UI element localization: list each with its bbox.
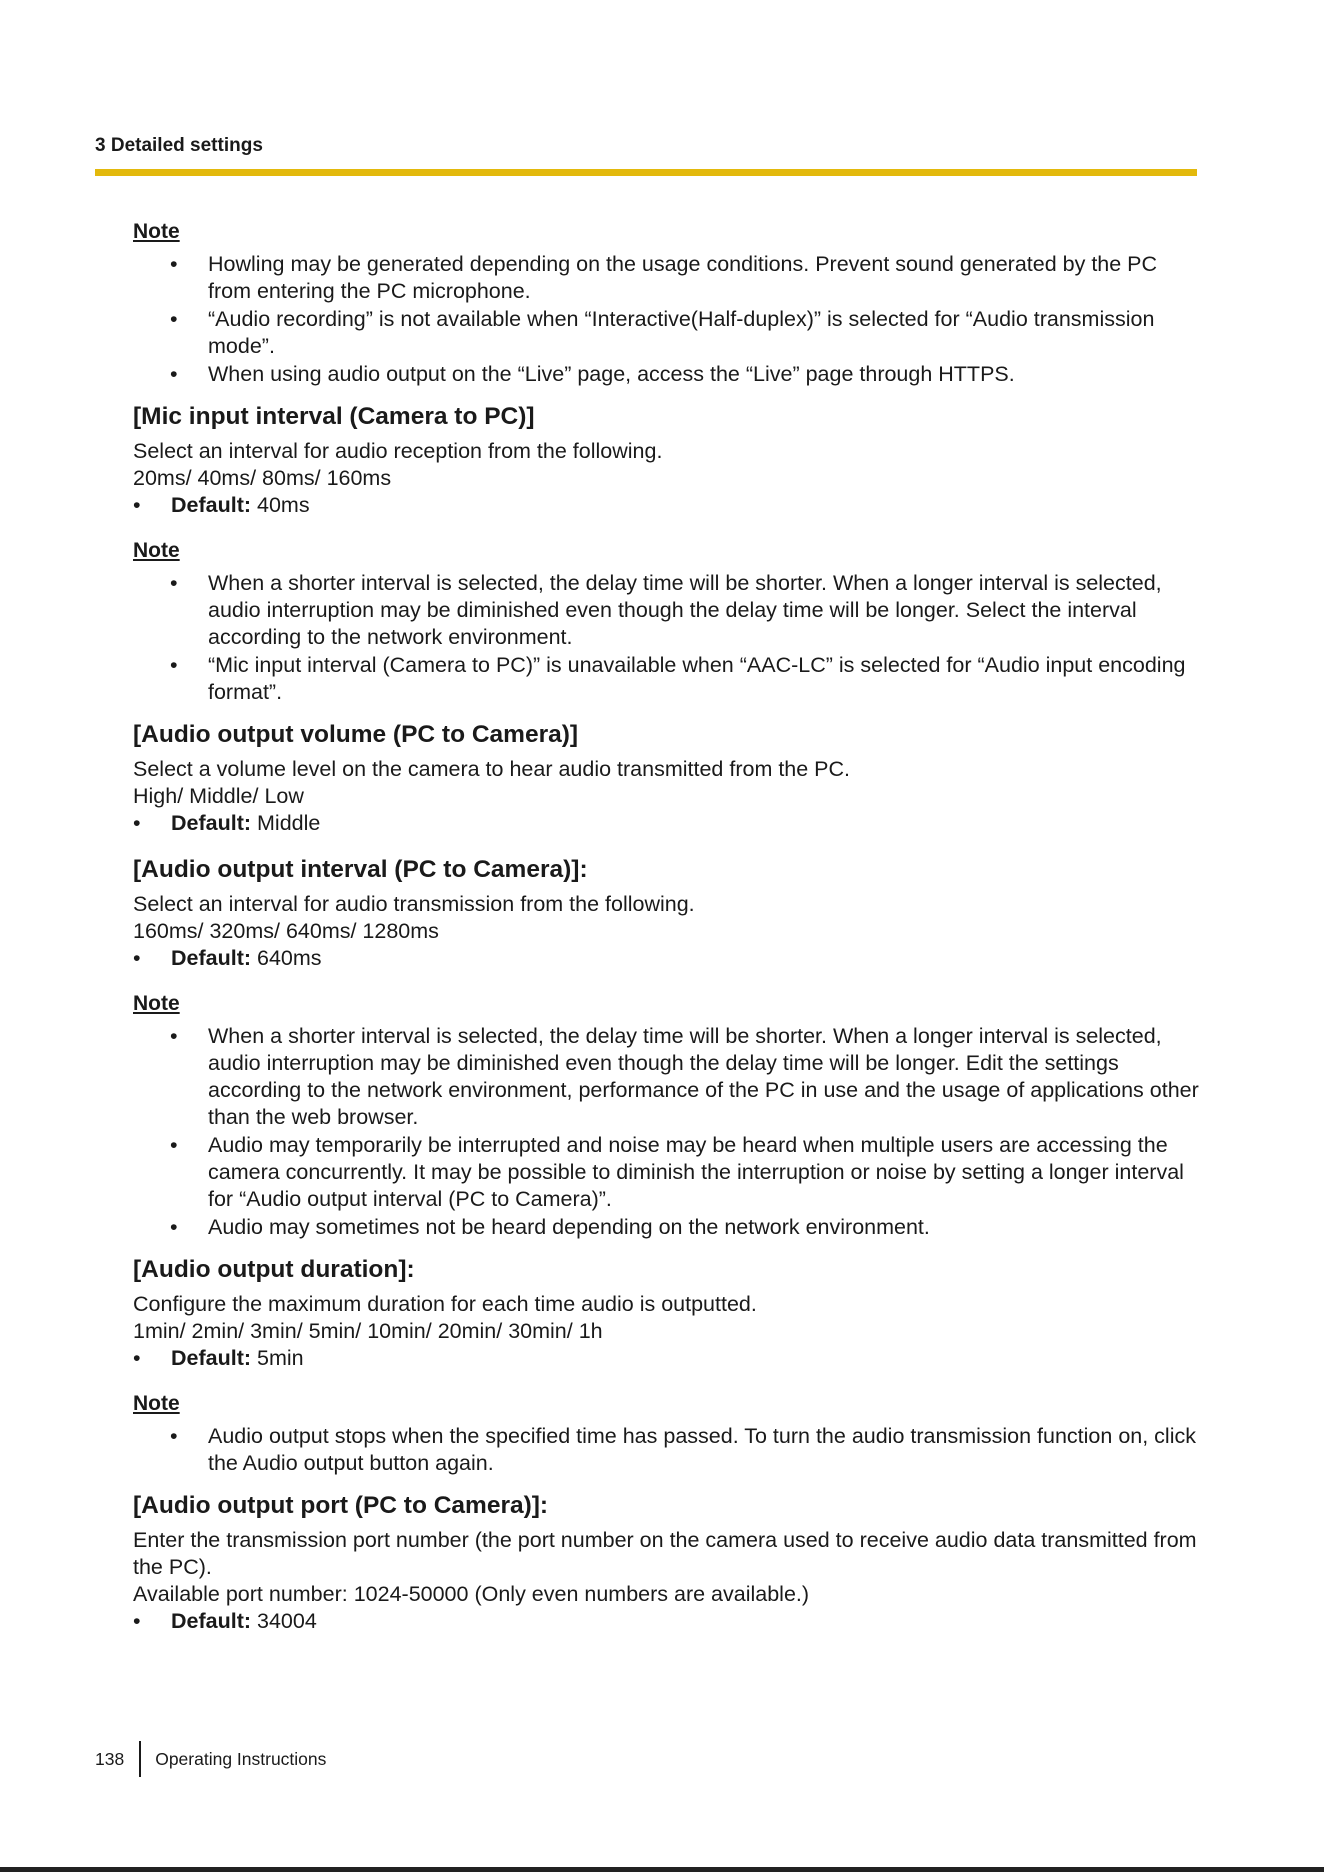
section-heading: [Audio output interval (PC to Camera)]: (133, 856, 588, 883)
note-label: Note (133, 220, 180, 243)
note-label: Note (133, 1392, 180, 1415)
page-content (133, 218, 1199, 1653)
section-heading: [Audio output port (PC to Camera)]: (133, 1492, 549, 1519)
section-heading: [Audio output duration]: (133, 1256, 415, 1283)
default-value: 34004 (257, 1609, 317, 1633)
setting-default (133, 1608, 1199, 1635)
note-section (133, 1390, 1199, 1477)
section-heading: [Mic input interval (Camera to PC)] (133, 403, 535, 430)
bottom-edge-bar (0, 1867, 1324, 1872)
setting-description: Configure the maximum duration for each time audio is outputted. (133, 1292, 757, 1316)
note-list (133, 1023, 1199, 1241)
note-list (133, 570, 1199, 706)
footer-divider (139, 1741, 141, 1777)
header-divider (95, 169, 1197, 176)
setting-default (133, 945, 1199, 972)
setting-audio-output-volume (133, 720, 1199, 837)
setting-options: High/ Middle/ Low (133, 784, 304, 808)
default-value: Middle (257, 811, 321, 835)
note-item: • When a shorter interval is selected, the delay time will be shorter. When a longer interval is selected, audio interruption may be diminished even though the delay time will be longer. Select the interval according to the network environment. (133, 570, 1199, 651)
note-item: • Howling may be generated depending on the usage conditions. Prevent sound generated by the PC from entering the PC microphone. (133, 251, 1199, 305)
note-item: • “Mic input interval (Camera to PC)” is unavailable when “AAC-LC” is selected for “Audio input encoding format”. (133, 652, 1199, 706)
default-label: Default: (171, 1346, 252, 1370)
default-label: Default: (171, 811, 252, 835)
default-value: 5min (257, 1346, 304, 1370)
setting-description: Enter the transmission port number (the port number on the camera used to receive audio data transmitted from the PC). (133, 1528, 1197, 1579)
note-label: Note (133, 539, 180, 562)
page-number: 138 (95, 1748, 125, 1769)
section-heading: [Audio output volume (PC to Camera)] (133, 721, 579, 748)
setting-description: Select an interval for audio reception from the following. (133, 439, 663, 463)
note-item: • Audio may temporarily be interrupted and noise may be heard when multiple users are accessing the camera concurrently. It may be possible to diminish the interruption or noise by setting a longer interval for “Audio output interval (PC to Camera)”. (133, 1132, 1199, 1213)
setting-audio-output-interval (133, 855, 1199, 972)
setting-description: Select an interval for audio transmission from the following. (133, 892, 695, 916)
setting-mic-input-interval (133, 402, 1199, 519)
setting-description: Select a volume level on the camera to hear audio transmitted from the PC. (133, 757, 851, 781)
default-label: Default: (171, 1609, 252, 1633)
note-item: • Audio output stops when the specified time has passed. To turn the audio transmission function on, click the Audio output button again. (133, 1423, 1199, 1477)
setting-default (133, 810, 1199, 837)
note-list (133, 251, 1199, 388)
document-title: Operating Instructions (155, 1748, 327, 1769)
setting-default (133, 1345, 1199, 1372)
setting-audio-output-port (133, 1491, 1199, 1635)
default-label: Default: (171, 493, 252, 517)
page-header-title: 3 Detailed settings (95, 135, 263, 156)
default-value: 40ms (257, 493, 310, 517)
note-item: • When a shorter interval is selected, the delay time will be shorter. When a longer interval is selected, audio interruption may be diminished even though the delay time will be longer. Edit the settings according to the network environment, performance of the PC in use and the usage of applications other than the web browser. (133, 1023, 1199, 1131)
note-item: • When using audio output on the “Live” page, access the “Live” page through HTTPS. (133, 361, 1199, 388)
default-label: Default: (171, 946, 252, 970)
setting-options: 20ms/ 40ms/ 80ms/ 160ms (133, 466, 392, 490)
setting-default (133, 492, 1199, 519)
setting-audio-output-duration (133, 1255, 1199, 1372)
note-item: • “Audio recording” is not available when “Interactive(Half-duplex)” is selected for “Audio transmission mode”. (133, 306, 1199, 360)
default-value: 640ms (257, 946, 322, 970)
setting-options: Available port number: 1024-50000 (Only even numbers are available.) (133, 1582, 810, 1606)
setting-options: 160ms/ 320ms/ 640ms/ 1280ms (133, 919, 439, 943)
note-item: • Audio may sometimes not be heard depending on the network environment. (133, 1214, 1199, 1241)
note-list (133, 1423, 1199, 1477)
note-section (133, 990, 1199, 1241)
note-section (133, 537, 1199, 706)
note-section (133, 218, 1199, 388)
note-label: Note (133, 992, 180, 1015)
page-footer (95, 1741, 326, 1777)
setting-options: 1min/ 2min/ 3min/ 5min/ 10min/ 20min/ 30min/ 1h (133, 1319, 603, 1343)
